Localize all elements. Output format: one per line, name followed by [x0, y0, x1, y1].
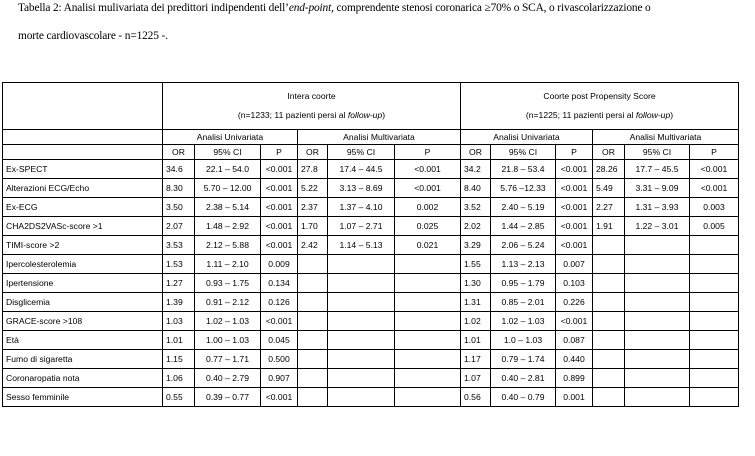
table-cell: <0.001 [261, 179, 298, 198]
table-cell: 1.48 – 2.92 [195, 217, 261, 236]
table-cell: 2.12 – 5.88 [195, 236, 261, 255]
table-cell: <0.001 [690, 179, 739, 198]
row-label: Fumo di sigaretta [3, 350, 163, 369]
empty-corner-cell [3, 83, 163, 130]
table-caption [18, 0, 748, 44]
table-cell [593, 236, 625, 255]
table-cell: 27.8 [298, 160, 328, 179]
table-cell: <0.001 [261, 217, 298, 236]
table-cell: 0.087 [556, 331, 593, 350]
table-cell: 3.50 [163, 198, 195, 217]
table-cell: <0.001 [261, 236, 298, 255]
table-cell [328, 274, 395, 293]
table-cell: 0.045 [261, 331, 298, 350]
table-cell: 5.70 – 12.00 [195, 179, 261, 198]
empty-label-cell [3, 145, 163, 160]
table-cell [690, 255, 739, 274]
table-cell: 5.76 –12.33 [491, 179, 556, 198]
table-row [3, 293, 739, 312]
table-cell: 34.6 [163, 160, 195, 179]
caption-italic-term: end-point [288, 2, 332, 14]
table-cell: 0.134 [261, 274, 298, 293]
column-header: 95% CI [491, 145, 556, 160]
table-cell: 1.27 [163, 274, 195, 293]
table-cell: 1.55 [461, 255, 491, 274]
table-cell: 0.56 [461, 388, 491, 407]
table-cell: 17.7 – 45.5 [625, 160, 690, 179]
caption-text: Tabella 2: Analisi mulivariata dei predittori indipendenti dell’ [18, 2, 289, 14]
table-cell [690, 369, 739, 388]
table-cell [395, 274, 461, 293]
column-header-row [3, 145, 739, 160]
table-cell: 5.22 [298, 179, 328, 198]
table-cell: 0.907 [261, 369, 298, 388]
table-cell [625, 312, 690, 331]
column-header: P [690, 145, 739, 160]
table-cell [395, 312, 461, 331]
table-row [3, 369, 739, 388]
analysis-header-row [3, 130, 739, 145]
caption-line-1 [18, 0, 748, 16]
row-label: Coronaropatia nota [3, 369, 163, 388]
empty-label-cell [3, 130, 163, 145]
table-cell [298, 274, 328, 293]
table-cell [625, 274, 690, 293]
column-header: P [261, 145, 298, 160]
table-row [3, 312, 739, 331]
table-cell: 1.01 [461, 331, 491, 350]
results-table [2, 82, 739, 407]
row-label: Ipercolesterolemia [3, 255, 163, 274]
table-cell: 1.07 [461, 369, 491, 388]
table-cell: 1.11 – 2.10 [195, 255, 261, 274]
table-cell: 0.103 [556, 274, 593, 293]
table-cell: 1.01 [163, 331, 195, 350]
table-cell: 0.025 [395, 217, 461, 236]
table-cell: 1.14 – 5.13 [328, 236, 395, 255]
table-cell [395, 369, 461, 388]
table-cell: 0.40 – 0.79 [491, 388, 556, 407]
table-cell [625, 388, 690, 407]
column-header: P [395, 145, 461, 160]
table-cell: 22.1 – 54.0 [195, 160, 261, 179]
table-cell: 0.440 [556, 350, 593, 369]
table-cell [690, 236, 739, 255]
table-cell: 1.37 – 4.10 [328, 198, 395, 217]
table-cell: 1.22 – 3.01 [625, 217, 690, 236]
table-cell: 1.13 – 2.13 [491, 255, 556, 274]
table-cell: 2.06 – 5.24 [491, 236, 556, 255]
table-cell [690, 350, 739, 369]
table-cell: 17.4 – 44.5 [328, 160, 395, 179]
table-cell [625, 255, 690, 274]
table-cell: 0.009 [261, 255, 298, 274]
table-cell: <0.001 [395, 160, 461, 179]
table-cell [593, 350, 625, 369]
table-cell [298, 388, 328, 407]
table-cell: 1.17 [461, 350, 491, 369]
table-cell: 1.02 – 1.03 [491, 312, 556, 331]
column-header: 95% CI [625, 145, 690, 160]
table-cell: 8.30 [163, 179, 195, 198]
table-cell: 1.03 [163, 312, 195, 331]
group-subtitle-text: ) [670, 110, 674, 120]
table-cell: 2.38 – 5.14 [195, 198, 261, 217]
subgroup-header: Analisi Multivariata [593, 130, 739, 145]
column-header: OR [593, 145, 625, 160]
column-header: OR [461, 145, 491, 160]
table-cell: <0.001 [556, 236, 593, 255]
table-cell: 0.79 – 1.74 [491, 350, 556, 369]
row-label: Ex-SPECT [3, 160, 163, 179]
table-cell: 1.53 [163, 255, 195, 274]
table-cell: 2.07 [163, 217, 195, 236]
table-cell [328, 369, 395, 388]
table-row [3, 198, 739, 217]
table-cell: 2.02 [461, 217, 491, 236]
table-cell: 0.85 – 2.01 [491, 293, 556, 312]
column-header: 95% CI [328, 145, 395, 160]
table-cell: 28.26 [593, 160, 625, 179]
table-cell: 2.40 – 5.19 [491, 198, 556, 217]
column-header: P [556, 145, 593, 160]
table-row [3, 217, 739, 236]
group-subtitle-text: ) [382, 110, 386, 120]
table-row [3, 350, 739, 369]
table-cell: 1.70 [298, 217, 328, 236]
table-cell [593, 388, 625, 407]
subgroup-header: Analisi Multivariata [298, 130, 461, 145]
table-row [3, 179, 739, 198]
table-cell [298, 312, 328, 331]
group-title: Coorte post Propensity Score [543, 91, 656, 101]
table-cell: <0.001 [395, 179, 461, 198]
group-header-intera-coorte [163, 83, 461, 130]
row-label: Alterazioni ECG/Echo [3, 179, 163, 198]
table-cell: <0.001 [261, 198, 298, 217]
table-cell: 0.91 – 2.12 [195, 293, 261, 312]
table-cell: 1.02 [461, 312, 491, 331]
table-cell: 1.44 – 2.85 [491, 217, 556, 236]
table-cell: 3.29 [461, 236, 491, 255]
table-cell: 3.53 [163, 236, 195, 255]
table-cell [625, 369, 690, 388]
table-cell: 1.06 [163, 369, 195, 388]
table-cell: 0.77 – 1.71 [195, 350, 261, 369]
row-label: Età [3, 331, 163, 350]
table-cell [328, 293, 395, 312]
table-cell [690, 274, 739, 293]
group-subtitle-italic: follow-up [635, 110, 671, 120]
table-cell: 1.02 – 1.03 [195, 312, 261, 331]
table-cell: 1.00 – 1.03 [195, 331, 261, 350]
caption-line-2: morte cardiovascolare - n=1225 -. [18, 30, 168, 42]
table-cell: 2.27 [593, 198, 625, 217]
table-cell [593, 293, 625, 312]
table-cell: <0.001 [261, 312, 298, 331]
table-cell [328, 350, 395, 369]
row-label: GRACE-score >108 [3, 312, 163, 331]
table-cell [593, 274, 625, 293]
table-cell: <0.001 [556, 217, 593, 236]
column-header: OR [163, 145, 195, 160]
table-cell [328, 255, 395, 274]
table-row [3, 388, 739, 407]
table-cell [395, 255, 461, 274]
table-cell: 0.226 [556, 293, 593, 312]
table-cell: 1.31 [461, 293, 491, 312]
table-cell: 1.07 – 2.71 [328, 217, 395, 236]
table-cell [690, 331, 739, 350]
subgroup-header: Analisi Univariata [163, 130, 298, 145]
table-cell [395, 293, 461, 312]
table-cell [690, 388, 739, 407]
table-cell [395, 388, 461, 407]
table-cell [625, 236, 690, 255]
table-cell: 0.005 [690, 217, 739, 236]
table-cell: 0.500 [261, 350, 298, 369]
table-cell: 0.001 [556, 388, 593, 407]
table-cell [690, 312, 739, 331]
table-cell: 1.0 – 1.03 [491, 331, 556, 350]
group-title: Intera coorte [287, 91, 336, 101]
table-cell: <0.001 [690, 160, 739, 179]
table-cell: 0.899 [556, 369, 593, 388]
table-cell [328, 388, 395, 407]
table-row [3, 255, 739, 274]
table-row [3, 160, 739, 179]
table-cell [625, 350, 690, 369]
row-label: TIMI-score >2 [3, 236, 163, 255]
table-cell: 3.31 – 9.09 [625, 179, 690, 198]
table-cell [593, 369, 625, 388]
table-cell: 0.021 [395, 236, 461, 255]
table-cell: <0.001 [556, 160, 593, 179]
group-header-propensity [461, 83, 739, 130]
table-cell: 1.31 – 3.93 [625, 198, 690, 217]
table-cell [328, 312, 395, 331]
table-cell: 1.15 [163, 350, 195, 369]
group-subtitle-text: (n=1225; 11 pazienti persi al [525, 110, 636, 120]
table-cell: 0.007 [556, 255, 593, 274]
table-cell [625, 293, 690, 312]
table-cell [298, 350, 328, 369]
table-cell: <0.001 [261, 160, 298, 179]
table-cell [625, 331, 690, 350]
row-label: Disglicemia [3, 293, 163, 312]
table-cell [328, 331, 395, 350]
table-cell: 8.40 [461, 179, 491, 198]
column-header: OR [298, 145, 328, 160]
row-label: Ex-ECG [3, 198, 163, 217]
table-cell: 3.13 – 8.69 [328, 179, 395, 198]
table-cell [298, 331, 328, 350]
table-cell: 0.126 [261, 293, 298, 312]
table-cell: 2.42 [298, 236, 328, 255]
table-cell: 1.91 [593, 217, 625, 236]
subgroup-header: Analisi Univariata [461, 130, 593, 145]
row-label: Ipertensione [3, 274, 163, 293]
table-cell: <0.001 [261, 388, 298, 407]
caption-text: , comprendente stenosi coronarica ≥70% o SCA, o rivascolarizzazione o [331, 2, 651, 14]
table-row [3, 236, 739, 255]
table-cell: 0.93 – 1.75 [195, 274, 261, 293]
table-row [3, 331, 739, 350]
table-cell: 1.39 [163, 293, 195, 312]
row-label: CHA2DS2VASc-score >1 [3, 217, 163, 236]
table-cell [593, 312, 625, 331]
group-header-row [3, 83, 739, 130]
table-cell: 0.002 [395, 198, 461, 217]
table-cell [395, 331, 461, 350]
table-cell: <0.001 [556, 179, 593, 198]
table-cell: 1.30 [461, 274, 491, 293]
table-cell [690, 293, 739, 312]
table-cell [298, 293, 328, 312]
table-row [3, 274, 739, 293]
table-cell: 0.55 [163, 388, 195, 407]
table-cell [395, 350, 461, 369]
group-subtitle [463, 109, 736, 122]
group-subtitle-italic: follow-up [347, 110, 383, 120]
column-header: 95% CI [195, 145, 261, 160]
row-label: Sesso femminile [3, 388, 163, 407]
table-cell: 0.39 – 0.77 [195, 388, 261, 407]
group-subtitle [165, 109, 458, 122]
table-cell: 2.37 [298, 198, 328, 217]
table-cell [298, 369, 328, 388]
table-cell: <0.001 [556, 312, 593, 331]
table-cell [593, 331, 625, 350]
table-cell: 0.95 – 1.79 [491, 274, 556, 293]
group-subtitle-text: (n=1233; 11 pazienti persi al [237, 110, 348, 120]
table-cell: <0.001 [556, 198, 593, 217]
table-cell: 0.40 – 2.79 [195, 369, 261, 388]
table-cell: 34.2 [461, 160, 491, 179]
table-cell [593, 255, 625, 274]
table-cell [298, 255, 328, 274]
table-cell: 21.8 – 53.4 [491, 160, 556, 179]
table-cell: 3.52 [461, 198, 491, 217]
table-cell: 0.40 – 2.81 [491, 369, 556, 388]
table-cell: 5.49 [593, 179, 625, 198]
table-cell: 0.003 [690, 198, 739, 217]
